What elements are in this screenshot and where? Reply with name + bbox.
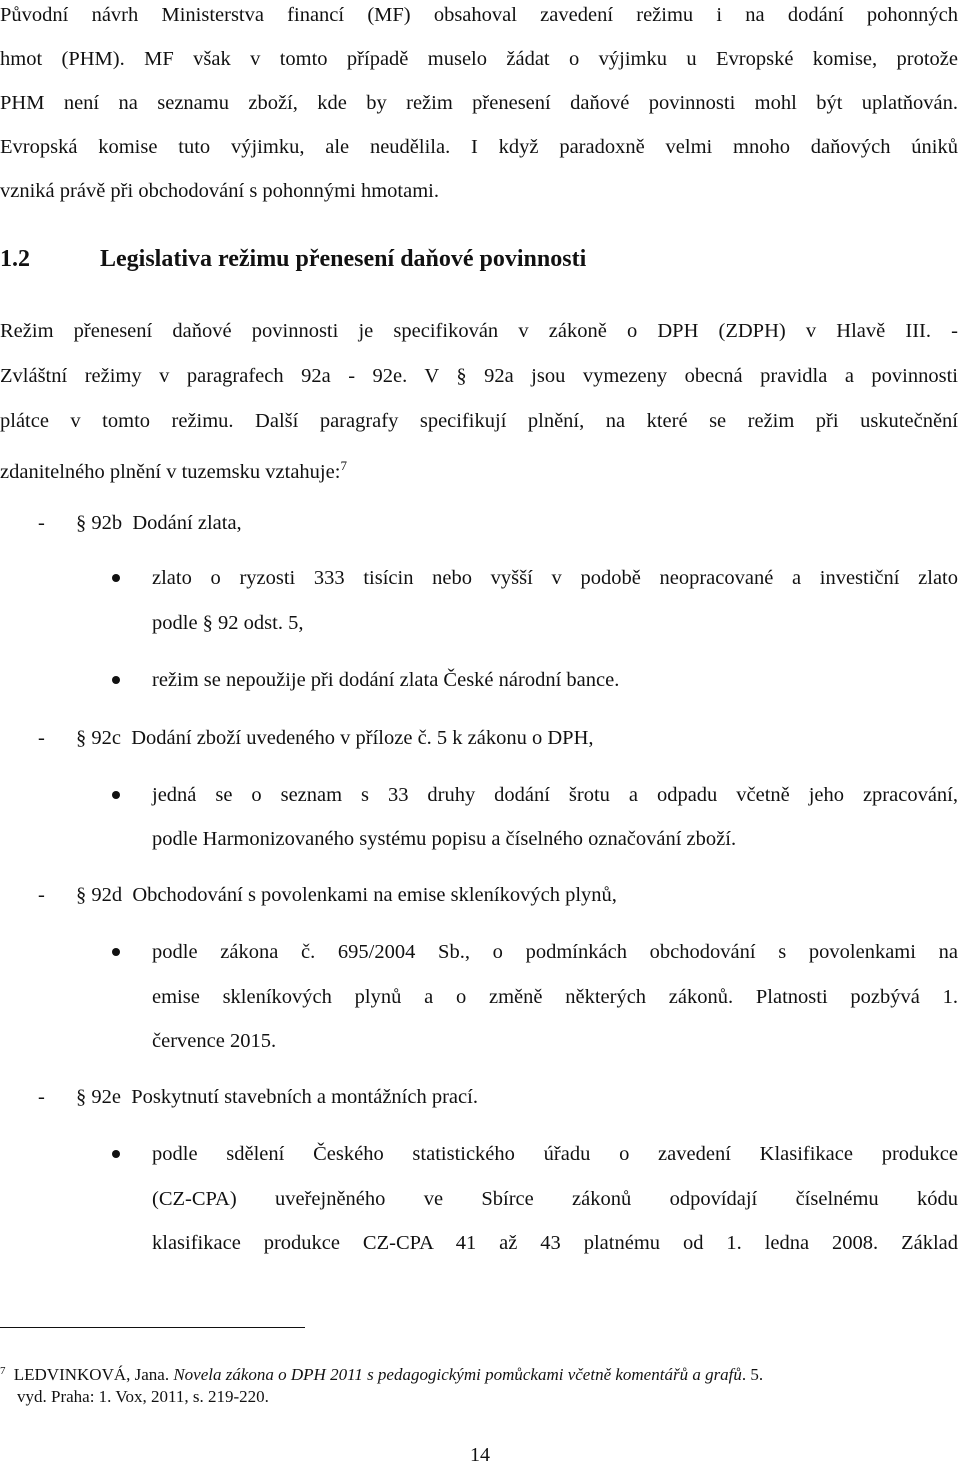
item-heading	[76, 882, 617, 908]
item-heading	[76, 1084, 478, 1110]
para-line-1: Režim přenesení daňové povinnosti je specifikován v zákoně o DPH (ZDPH) v Hlavě III. -	[0, 320, 958, 342]
section-title: Legislativa režimu přenesení daňové povinnosti	[100, 246, 587, 272]
dash-marker: -	[38, 1086, 45, 1108]
footnote-number: 7	[0, 1365, 6, 1377]
dash-marker: -	[38, 727, 45, 749]
bullet-line: jedná se o seznam s 33 druhy dodání šrotu a odpadu včetně jeho zpracování,	[152, 784, 958, 806]
intro-line-4: Evropská komise tuto výjimku, ale neudělila. I když paradoxně velmi mnoho daňových úniků	[0, 136, 958, 158]
bullet-line: podle Harmonizovaného systému popisu a číselného označování zboží.	[152, 828, 737, 850]
footnote-author: LEDVINKOVÁ, Jana.	[13, 1365, 170, 1384]
bullet-icon	[112, 948, 120, 956]
bullet-icon	[112, 676, 120, 684]
item-title: Obchodování s povolenkami na emise skleníkových plynů,	[132, 884, 617, 906]
item-heading	[76, 725, 594, 751]
paragraph-ref: § 92b	[76, 512, 123, 534]
bullet-icon	[112, 791, 120, 799]
dash-marker: -	[38, 884, 45, 906]
para-line-2: Zvláštní režimy v paragrafech 92a - 92e. V § 92a jsou vymezeny obecná pravidla a povinnosti	[0, 365, 958, 387]
bullet-line: zlato o ryzosti 333 tisícin nebo vyšší v podobě neopracované a investiční zlato	[152, 567, 958, 589]
intro-line-3: PHM není na seznamu zboží, kde by režim přenesení daňové povinnosti mohl být uplatňován.	[0, 92, 958, 114]
dash-marker: -	[38, 512, 45, 534]
bullet-icon	[112, 1150, 120, 1158]
bullet-line: emise skleníkových plynů a o změně některých zákonů. Platnosti pozbývá 1.	[152, 986, 958, 1008]
section-number: 1.2	[0, 246, 30, 272]
bullet-line: režim se nepoužije při dodání zlata České národní bance.	[152, 669, 620, 691]
bullet-line: klasifikace produkce CZ-CPA 41 až 43 platnému od 1. ledna 2008. Základ	[152, 1232, 958, 1254]
bullet-icon	[112, 574, 120, 582]
footnote-edition: . 5.	[741, 1365, 764, 1384]
item-title: Poskytnutí stavebních a montážních prací.	[131, 1086, 478, 1108]
paragraph-ref: § 92e	[76, 1086, 121, 1108]
bullet-line: podle § 92 odst. 5,	[152, 612, 304, 634]
para-line-4	[0, 453, 958, 485]
bullet-line: (CZ-CPA) uveřejněného ve Sbírce zákonů odpovídají číselnému kódu	[152, 1188, 958, 1210]
footnote-title: Novela zákona o DPH 2011 s pedagogickými pomůckami včetně komentářů a grafů	[173, 1365, 742, 1384]
intro-line-5: vzniká právě při obchodování s pohonnými hmotami.	[0, 180, 439, 202]
para-line-3: plátce v tomto režimu. Další paragrafy specifikují plnění, na které se režim při uskutečnění	[0, 410, 958, 432]
bullet-line: podle zákona č. 695/2004 Sb., o podmínkách obchodování s povolenkami na	[152, 941, 958, 963]
para-line-4-text: zdanitelného plnění v tuzemsku vztahuje:	[0, 461, 341, 483]
item-heading	[76, 510, 242, 536]
page-number: 14	[470, 1444, 490, 1466]
section-heading	[0, 244, 958, 274]
item-title: Dodání zboží uvedeného v příloze č. 5 k zákonu o DPH,	[131, 727, 594, 749]
bullet-line: července 2015.	[152, 1030, 277, 1052]
footnote-reference: 7	[340, 458, 347, 473]
footnote-divider	[0, 1327, 305, 1328]
paragraph-ref: § 92d	[76, 884, 123, 906]
intro-line-2: hmot (PHM). MF však v tomto případě muselo žádat o výjimku u Evropské komise, protože	[0, 48, 958, 70]
bullet-line: podle sdělení Českého statistického úřadu o zavedení Klasifikace produkce	[152, 1143, 958, 1165]
footnote-line-1	[0, 1360, 763, 1386]
footnote-line-2: vyd. Praha: 1. Vox, 2011, s. 219-220.	[17, 1387, 269, 1406]
item-title: Dodání zlata,	[132, 512, 242, 534]
paragraph-ref: § 92c	[76, 727, 121, 749]
intro-line-1: Původní návrh Ministerstva financí (MF) obsahoval zavedení režimu i na dodání pohonných	[0, 4, 958, 26]
